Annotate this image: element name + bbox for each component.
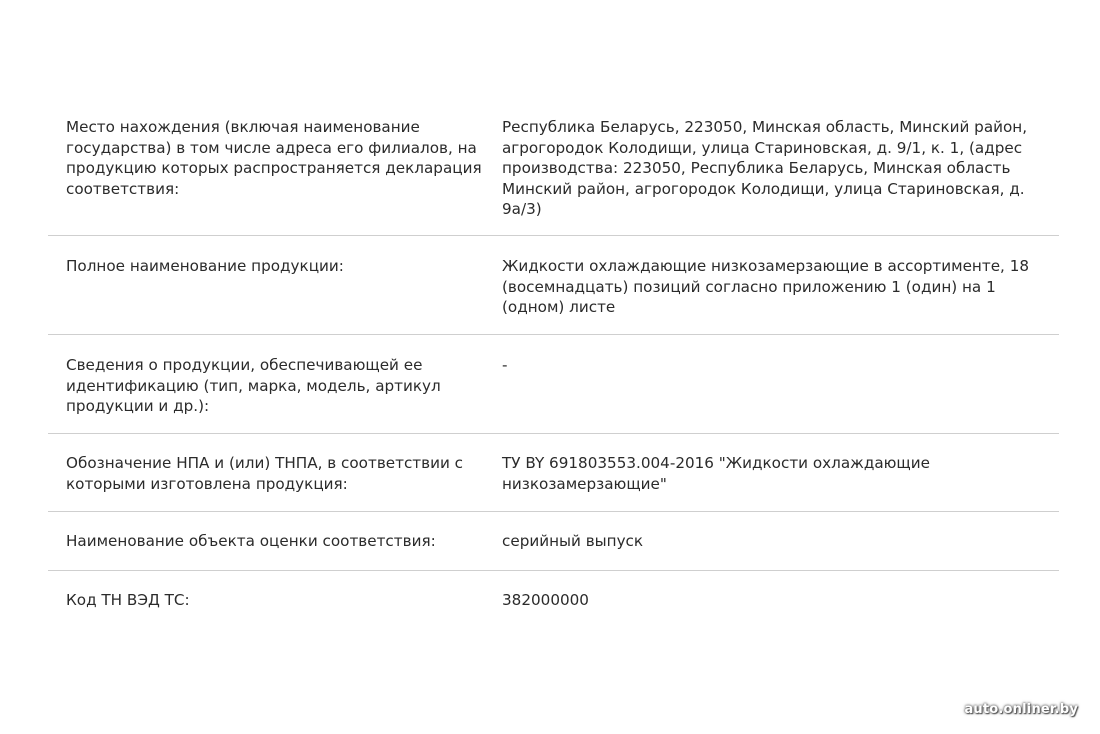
table-row xyxy=(48,236,1059,335)
table-row xyxy=(48,104,1059,236)
table-row xyxy=(48,335,1059,434)
row-value: Республика Беларусь, 223050, Минская область, Минский район, агрогородок Колодищи, улица Стариновская, д. 9/1, к. 1, (адрес производства: 223050, Республика Беларусь, Минская область Минский район, агрогородок Колодищи, улица Стариновская, д. 9а/3) xyxy=(502,118,1028,218)
row-value: серийный выпуск xyxy=(502,532,644,550)
declaration-table xyxy=(48,104,1059,631)
row-value: Жидкости охлаждающие низкозамерзающие в ассортименте, 18 (восемнадцать) позиций согласно приложению 1 (один) на 1 (одном) листе xyxy=(502,257,1030,316)
row-label: Место нахождения (включая наименование государства) в том числе адреса его филиалов, на продукцию которых распространяется декларация соответствия: xyxy=(66,118,482,198)
watermark: auto.onliner.by xyxy=(964,702,1078,717)
table-row xyxy=(48,512,1059,571)
row-value: ТУ BY 691803553.004-2016 "Жидкости охлаждающие низкозамерзающие" xyxy=(502,454,930,493)
row-label: Полное наименование продукции: xyxy=(66,257,344,275)
row-value: 382000000 xyxy=(502,591,589,609)
row-label: Код ТН ВЭД ТС: xyxy=(66,591,190,609)
table-row xyxy=(48,434,1059,512)
row-label: Обозначение НПА и (или) ТНПА, в соответствии с которыми изготовлена продукция: xyxy=(66,454,464,493)
row-label: Наименование объекта оценки соответствия: xyxy=(66,532,436,550)
row-label: Сведения о продукции, обеспечивающей ее идентификацию (тип, марка, модель, артикул продукции и др.): xyxy=(66,356,441,415)
table-row xyxy=(48,571,1059,631)
row-value: - xyxy=(502,356,508,374)
